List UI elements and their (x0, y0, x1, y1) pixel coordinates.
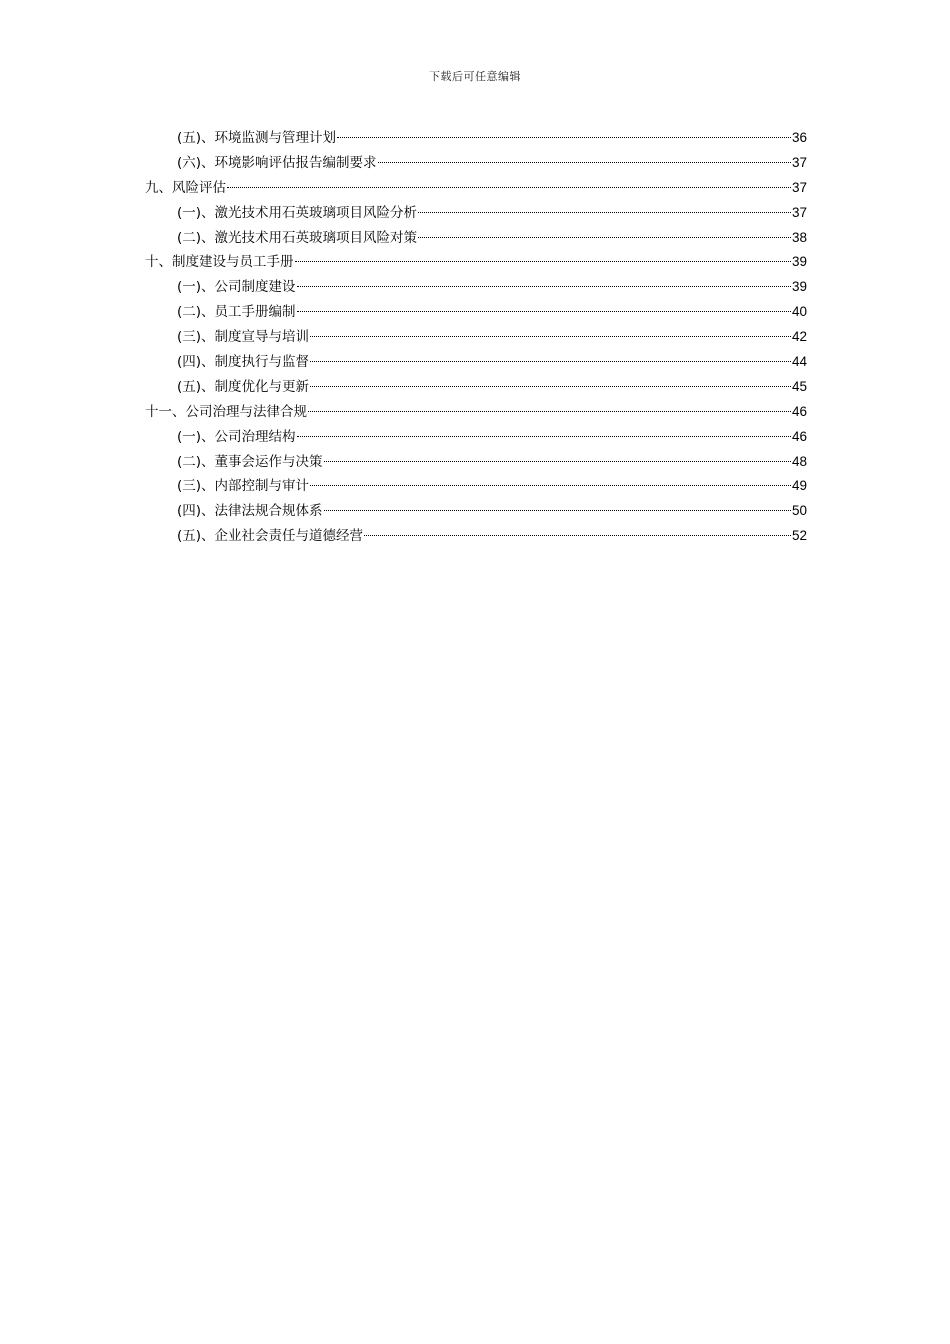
toc-page-number: 46 (791, 403, 807, 419)
toc-section-entry[interactable] (145, 325, 807, 350)
toc-chapter-entry[interactable] (145, 400, 807, 425)
toc-entry-title: 九、风险评估 (145, 179, 226, 196)
toc-chapter-entry[interactable] (145, 250, 807, 275)
toc-dot-leader (310, 386, 791, 387)
toc-page-number: 42 (791, 329, 807, 345)
toc-page-number: 52 (791, 528, 807, 544)
toc-dot-leader (295, 261, 791, 262)
toc-entry-title: (三)、内部控制与审计 (177, 478, 310, 495)
table-of-contents (145, 126, 807, 549)
toc-entry-title: 十、制度建设与员工手册 (145, 254, 294, 271)
toc-page-number: 48 (791, 453, 807, 469)
toc-dot-leader (310, 336, 791, 337)
toc-dot-leader (297, 311, 791, 312)
toc-page-number: 50 (791, 503, 807, 519)
toc-dot-leader (324, 510, 791, 511)
toc-dot-leader (297, 286, 791, 287)
page-header: 下载后可任意编辑 (429, 70, 521, 83)
toc-entry-title: (四)、制度执行与监督 (177, 354, 310, 371)
toc-dot-leader (378, 162, 791, 163)
toc-section-entry[interactable] (145, 201, 807, 226)
toc-page-number: 46 (791, 428, 807, 444)
toc-entry-title: (五)、制度优化与更新 (177, 378, 310, 395)
toc-page-number: 49 (791, 478, 807, 494)
toc-entry-title: (四)、法律法规合规体系 (177, 503, 323, 520)
toc-page-number: 37 (791, 204, 807, 220)
toc-dot-leader (310, 361, 791, 362)
toc-dot-leader (297, 436, 791, 437)
toc-dot-leader (308, 411, 791, 412)
toc-chapter-entry[interactable] (145, 176, 807, 201)
toc-section-entry[interactable] (145, 499, 807, 524)
toc-page-number: 40 (791, 304, 807, 320)
toc-dot-leader (310, 485, 791, 486)
toc-dot-leader (337, 137, 791, 138)
toc-page-number: 38 (791, 229, 807, 245)
toc-section-entry[interactable] (145, 474, 807, 499)
toc-page-number: 37 (791, 154, 807, 170)
toc-dot-leader (418, 212, 791, 213)
toc-section-entry[interactable] (145, 350, 807, 375)
toc-section-entry[interactable] (145, 151, 807, 176)
toc-entry-title: (三)、制度宣导与培训 (177, 329, 310, 346)
toc-entry-title: (二)、激光技术用石英玻璃项目风险对策 (177, 229, 418, 246)
toc-section-entry[interactable] (145, 300, 807, 325)
toc-page-number: 39 (791, 254, 807, 270)
toc-entry-title: (一)、公司治理结构 (177, 428, 296, 445)
toc-section-entry[interactable] (145, 226, 807, 251)
toc-dot-leader (324, 461, 791, 462)
toc-page-number: 36 (791, 130, 807, 145)
toc-page-number: 45 (791, 378, 807, 394)
toc-entry-title: (一)、公司制度建设 (177, 279, 296, 296)
toc-section-entry[interactable] (145, 524, 807, 549)
toc-page-number: 37 (791, 179, 807, 195)
toc-section-entry[interactable] (145, 450, 807, 475)
toc-entry-title: (五)、环境监测与管理计划 (177, 130, 337, 146)
toc-entry-title: (一)、激光技术用石英玻璃项目风险分析 (177, 204, 418, 221)
toc-entry-title: (二)、董事会运作与决策 (177, 453, 323, 470)
toc-entry-title: (五)、企业社会责任与道德经营 (177, 528, 364, 545)
toc-entry-title: 十一、公司治理与法律合规 (145, 403, 307, 420)
toc-page-number: 44 (791, 354, 807, 370)
toc-section-entry[interactable] (145, 126, 807, 151)
toc-page-number: 39 (791, 279, 807, 295)
toc-entry-title: (六)、环境影响评估报告编制要求 (177, 154, 377, 171)
toc-section-entry[interactable] (145, 275, 807, 300)
toc-section-entry[interactable] (145, 425, 807, 450)
toc-dot-leader (227, 187, 791, 188)
toc-dot-leader (418, 237, 791, 238)
toc-entry-title: (二)、员工手册编制 (177, 304, 296, 321)
toc-dot-leader (364, 535, 791, 536)
toc-section-entry[interactable] (145, 375, 807, 400)
